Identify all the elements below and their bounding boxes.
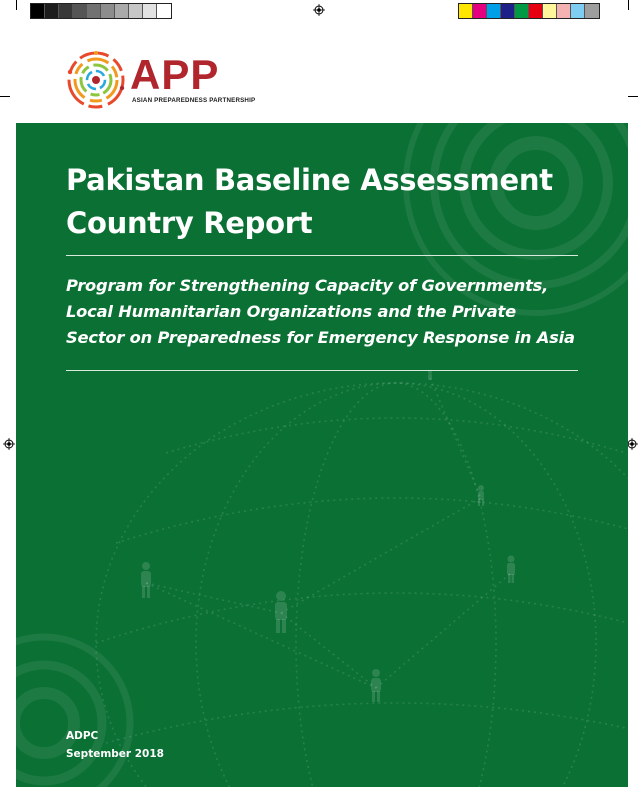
gray-swatch xyxy=(31,4,45,18)
crop-mark xyxy=(628,96,638,97)
logo-tagline: ASIAN PREPAREDNESS PARTNERSHIP xyxy=(132,97,256,104)
publisher-block xyxy=(66,727,164,763)
publication-date: September 2018 xyxy=(66,748,164,760)
color-swatch xyxy=(571,4,585,18)
logo-wordmark: APP xyxy=(130,51,220,98)
gray-swatch xyxy=(157,4,171,18)
app-circular-logo-icon xyxy=(66,50,126,110)
gray-swatch xyxy=(115,4,129,18)
color-swatch xyxy=(459,4,473,18)
publisher-name: ADPC xyxy=(66,730,99,742)
color-swatch xyxy=(501,4,515,18)
registration-mark-top-icon xyxy=(313,4,325,16)
gray-swatch xyxy=(129,4,143,18)
cover-panel xyxy=(16,123,628,787)
registration-mark-left-icon xyxy=(3,438,15,450)
report-subtitle-line1: Program for Strengthening Capacity of Governments, xyxy=(66,276,549,295)
color-bar xyxy=(458,3,600,19)
report-title-line1: Pakistan Baseline Assessment xyxy=(66,163,553,197)
crop-mark xyxy=(0,96,10,97)
gray-swatch xyxy=(101,4,115,18)
gray-swatch xyxy=(87,4,101,18)
color-swatch xyxy=(473,4,487,18)
color-swatch xyxy=(487,4,501,18)
color-swatch xyxy=(515,4,529,18)
gray-swatch xyxy=(45,4,59,18)
app-logo xyxy=(66,50,266,112)
color-swatch xyxy=(557,4,571,18)
gray-swatch xyxy=(143,4,157,18)
report-subtitle-line2: Local Humanitarian Organizations and the Private xyxy=(66,302,516,321)
crop-mark xyxy=(628,0,629,10)
divider-bottom xyxy=(66,370,578,371)
gray-swatch xyxy=(73,4,87,18)
report-title-line2: Country Report xyxy=(66,206,313,240)
report-title xyxy=(66,159,606,245)
grayscale-bar xyxy=(30,3,172,19)
color-swatch xyxy=(543,4,557,18)
color-swatch xyxy=(529,4,543,18)
report-subtitle-line3: Sector on Preparedness for Emergency Response in Asia xyxy=(66,328,575,347)
color-swatch xyxy=(585,4,599,18)
divider-top xyxy=(66,255,578,256)
report-subtitle xyxy=(66,273,606,351)
gray-swatch xyxy=(59,4,73,18)
crop-mark xyxy=(16,0,17,10)
